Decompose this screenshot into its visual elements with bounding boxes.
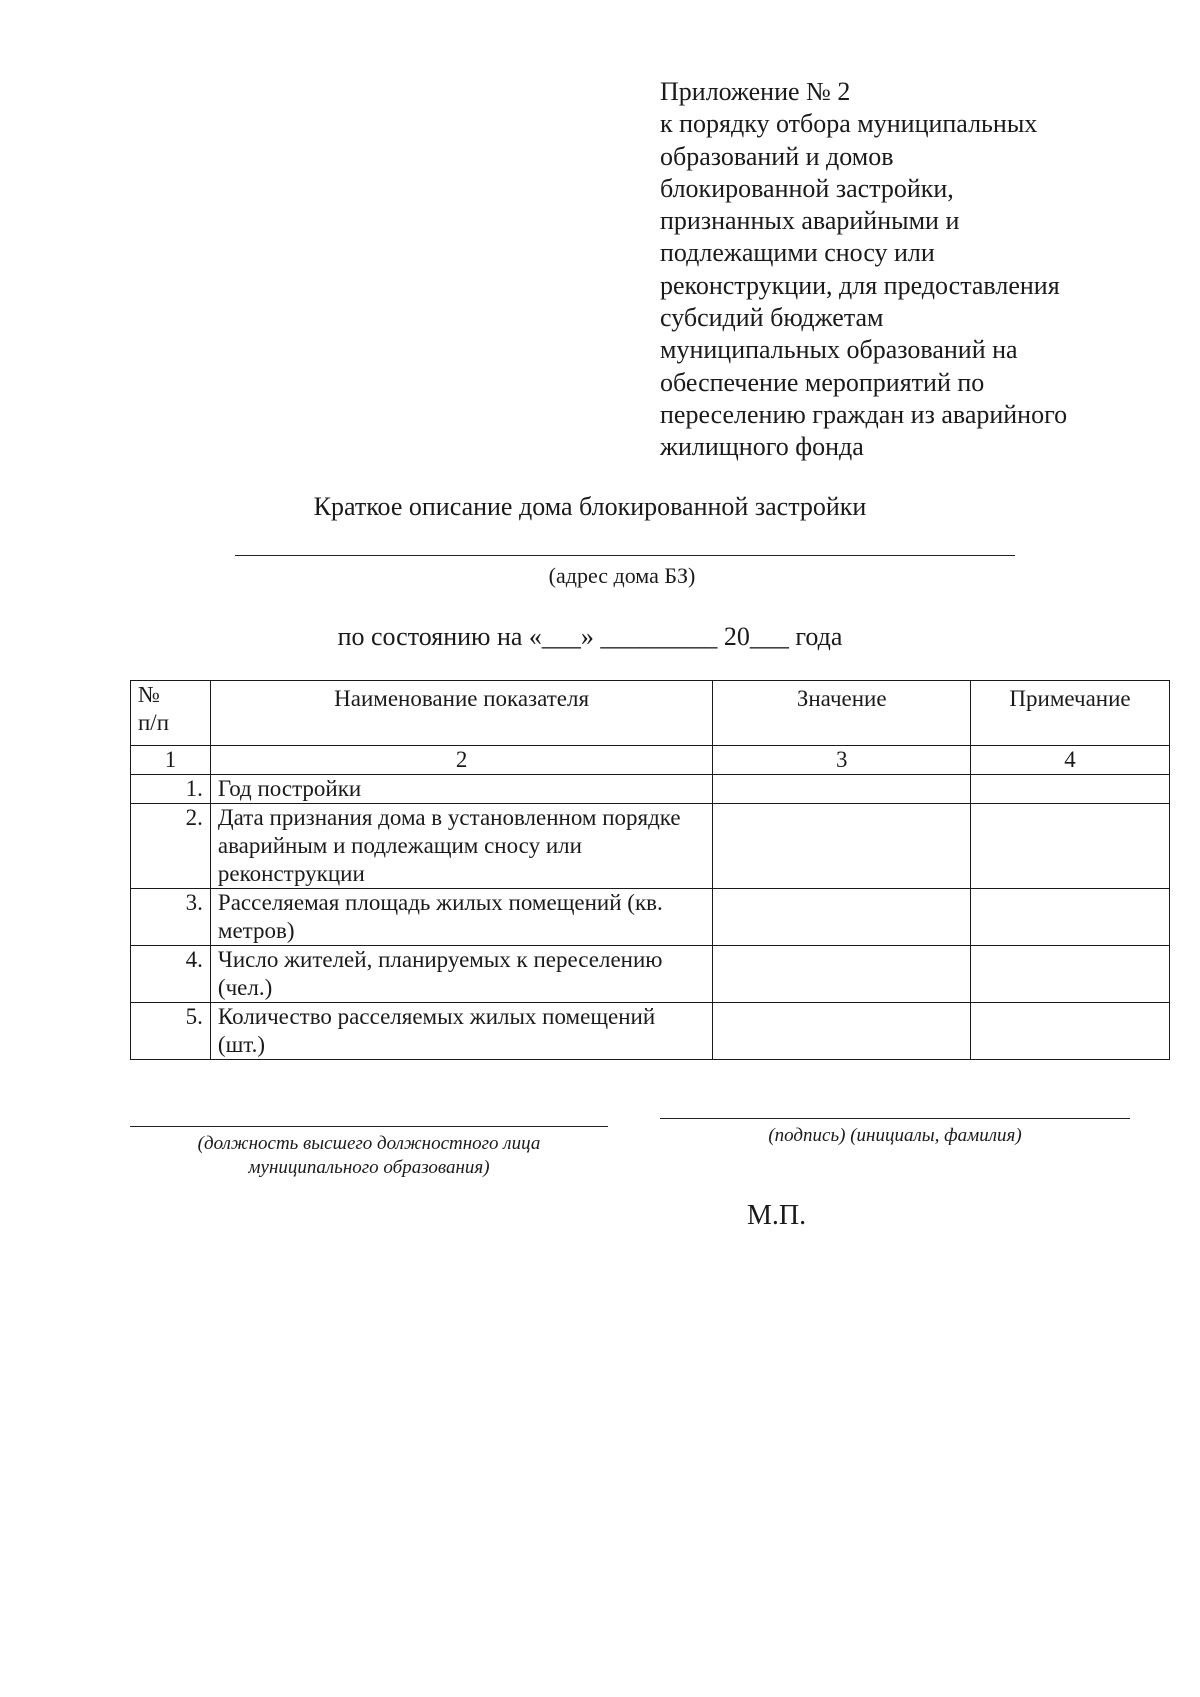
row-note-cell[interactable] [971, 946, 1170, 1003]
appendix-line: жилищного фонда [660, 432, 864, 462]
table-header-row [131, 681, 1170, 746]
header-name: Наименование показателя [210, 681, 712, 746]
appendix-line: муниципальных образований на [660, 335, 1018, 365]
row-note-cell[interactable] [971, 889, 1170, 946]
position-caption-line: (должность высшего должностного лица [197, 1133, 541, 1154]
column-number-row [131, 746, 1170, 775]
header-number-abbrev: п/п [138, 710, 170, 735]
table-row [131, 946, 1170, 1003]
row-number: 5. [131, 1003, 211, 1060]
column-number: 2 [210, 746, 712, 775]
document-title: Краткое описание дома блокированной застройки [313, 492, 867, 521]
column-number: 3 [713, 746, 971, 775]
row-value-cell[interactable] [713, 1003, 971, 1060]
appendix-line: блокированной застройки, [660, 173, 954, 203]
appendix-line: переселению граждан из аварийного [660, 399, 1068, 429]
row-number: 4. [131, 946, 211, 1003]
row-note-cell[interactable] [971, 775, 1170, 804]
row-indicator-name: Дата признания дома в установленном порядке аварийным и подлежащим сносу или реконструкции [210, 804, 712, 889]
appendix-line: подлежащими сносу или [660, 238, 935, 268]
appendix-line: признанных аварийными и [660, 206, 960, 236]
position-caption-line: муниципального образования) [248, 1157, 490, 1178]
signature-line [660, 1118, 1130, 1119]
appendix-line: субсидий бюджетам [660, 303, 884, 333]
table-row [131, 775, 1170, 804]
indicators-table [130, 680, 1170, 1060]
row-number: 1. [131, 775, 211, 804]
row-note-cell[interactable] [971, 804, 1170, 889]
appendix-line: Приложение № 2 [660, 77, 851, 106]
appendix-line: обеспечение мероприятий по [660, 367, 985, 397]
table-row [131, 1003, 1170, 1060]
row-number: 2. [131, 804, 211, 889]
row-value-cell[interactable] [713, 804, 971, 889]
header-note: Примечание [971, 681, 1170, 746]
header-number-symbol: № [138, 682, 160, 707]
appendix-line: реконструкции, для предоставления [660, 270, 1060, 300]
appendix-header [660, 76, 1130, 464]
row-number: 3. [131, 889, 211, 946]
row-indicator-name: Количество расселяемых жилых помещений (шт.) [210, 1003, 712, 1060]
row-value-cell[interactable] [713, 946, 971, 1003]
column-number: 4 [971, 746, 1170, 775]
row-note-cell[interactable] [971, 1003, 1170, 1060]
position-signature-line [130, 1126, 608, 1127]
signature-caption: (подпись) (инициалы, фамилия) [768, 1125, 1022, 1146]
address-blank-line [235, 555, 1015, 556]
row-indicator-name: Расселяемая площадь жилых помещений (кв. метров) [210, 889, 712, 946]
address-caption: (адрес дома БЗ) [548, 563, 696, 588]
column-number: 1 [131, 746, 211, 775]
row-value-cell[interactable] [713, 889, 971, 946]
row-value-cell[interactable] [713, 775, 971, 804]
position-caption [130, 1132, 608, 1180]
row-indicator-name: Год постройки [210, 775, 712, 804]
date-line: по состоянию на «___» _________ 20___ года [337, 622, 843, 651]
table-row [131, 804, 1170, 889]
appendix-line: к порядку отбора муниципальных [660, 109, 1038, 139]
stamp-placeholder: М.П. [747, 1200, 807, 1231]
table-row [131, 889, 1170, 946]
header-number [131, 681, 211, 746]
row-indicator-name: Число жителей, планируемых к переселению (чел.) [210, 946, 712, 1003]
appendix-line: образований и домов [660, 141, 894, 171]
header-value: Значение [713, 681, 971, 746]
